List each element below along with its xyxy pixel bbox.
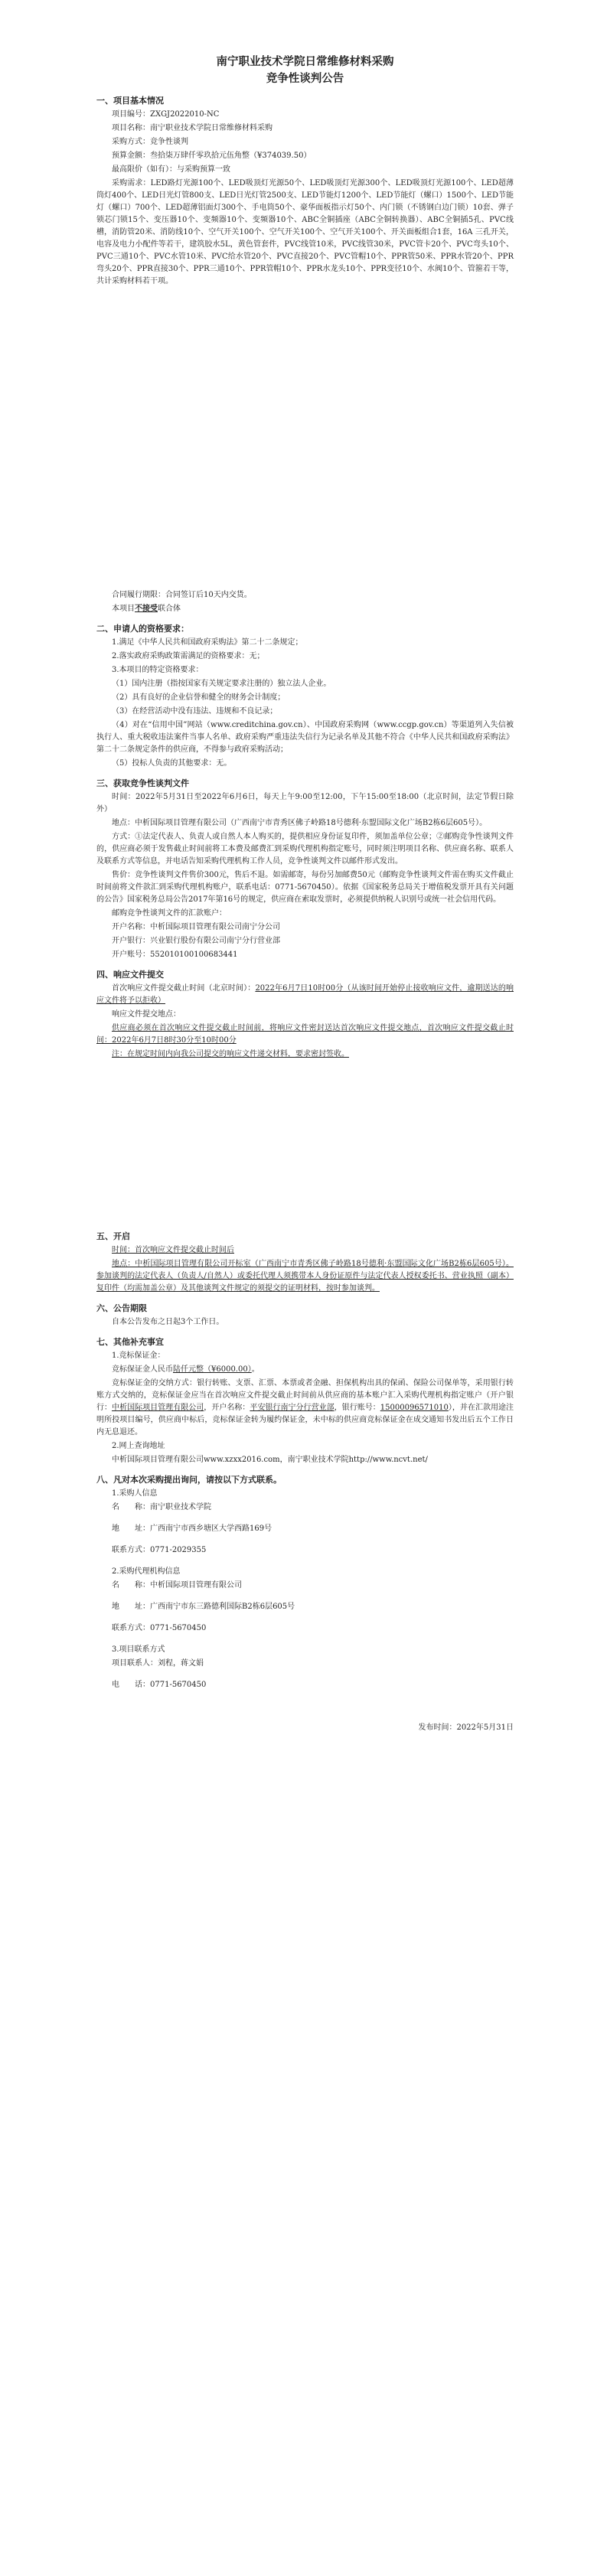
procurement-demand: 采购需求：LED路灯光源100个、LED吸顶灯光源50个、LED吸顶灯光源300个、LED吸顶灯光源100个、LED超薄筒灯400个、LED日光灯管800支、LED日光灯管2500支、LED节能灯1200个、LED节能灯（螺口）1500个、LED节能灯（螺口）700个、LED超薄铝面灯300个、手电筒50个、豪华面板指示灯50个、内门锁（不锈钢白边门锁）10套、弹子锁芯门锁15个、变压器10个、变频器10个、变频器10个、ABC全铜插座（ABC全铜转换器）、ABC全铜插5孔、PVC线槽，消防管20米、消防线10个、空气开关100个、空气开关100个、空气开关100个、开关面板组合1套，16A 三孔开关，电容及电力小配件等若干，建筑胶水5L，黄色管套件，PVC线管10米，PVC线管30米，PVC管卡20个、PVC弯头10个、PVC三通10个、PVC水管10米、PVC给水管20个、PVC直接20个、PVC管帽10个、PPR管50米、PPR水管20个、PPR弯头20个、PPR直接30个、PPR三通10个、PPR管帽10个、PPR水龙头10个、PPR变径10个、水阀10个、管箍若干等，共计采购材料若干项。 [96, 179, 514, 285]
buyer-heading: 1.采购人信息 [112, 1489, 158, 1498]
qual-item: 1.满足《中华人民共和国政府采购法》第二十二条规定； [112, 638, 303, 647]
doc-subtitle: 竞争性谈判公告 [266, 72, 344, 85]
agent-name: 名 称：中析国际项目管理有限公司 [112, 1581, 242, 1590]
buyer-name: 名 称：南宁职业技术学院 [112, 1503, 211, 1511]
procurement-method: 采购方式：竞争性谈判 [112, 138, 188, 146]
buyer-address: 地 址：广西南宁市西乡塘区大学西路169号 [112, 1524, 272, 1533]
submission-place-label: 响应文件提交地点： [112, 1010, 181, 1019]
submission-deadline [96, 983, 514, 1007]
deadline-value: 2022年6月7日10时00分（从该时间开始停止接收响应文件，逾期送达的响应文件将予以拒收） [96, 984, 514, 1005]
section-4-heading: 四、响应文件提交 [96, 970, 164, 980]
deposit-account-number: 15000096571010 [380, 1404, 449, 1412]
qual-item: （1）国内注册（指按国家有关规定要求注册的）独立法人企业。 [112, 680, 331, 688]
qual-item: （4）对在“信用中国”网站（www.creditchina.gov.cn）、中国政府采购网（www.ccgp.gov.cn）等渠道列入失信被执行人、重大税收违法案件当事人名单、政府采购严重违法失信行为记录名单及其他不符合《中华人民共和国政府采购法》第二十二条规定条件的供应商，不得参与政府采购活动； [96, 721, 514, 754]
section-3-heading: 三、获取竞争性谈判文件 [96, 778, 189, 788]
qual-item: （3）在经营活动中没有违法、违规和不良记录； [112, 707, 278, 716]
deposit-account-name: 平安银行南宁分行营业部 [250, 1404, 335, 1412]
contact-name: 项目联系人：刘程，蒋文娟 [112, 1659, 204, 1668]
obtain-place: 地点：中析国际项目管理有限公司（广西南宁市青秀区佛子岭路18号德利·东盟国际文化广场B2栋6层605号）。 [112, 819, 488, 827]
obtain-way: 方式：①法定代表人、负责人或自然人本人购买的，提供相应身份证复印件，须加盖单位公章；②邮购竞争性谈判文件的，供应商必须于发售截止时间前将工本费及邮费汇到采购代理机构指定账号，同时须注明项目名称、供应商名称、联系人及联系方式等信息，并电话告知采购代理机构工作人员，竞争性谈判文件以邮件形式发出。 [96, 833, 514, 866]
deposit-method [96, 1378, 514, 1439]
mail-intro: 邮购竞争性谈判文件的汇款账户： [112, 909, 227, 918]
opening-place: 地点：中析国际项目管理有限公司开标室（广西南宁市青秀区佛子岭路18号德利·东盟国际文化广场B2栋6层605号）。参加谈判的法定代表人（负责人/自然人）或委托代理人须携带本人身份证原件与法定代表人授权委托书、营业执照（副本）复印件（均需加盖公章）及其他谈判文件规定的须提交的证明材料，按时参加谈判。 [96, 1260, 514, 1293]
blank-space [96, 289, 514, 588]
deposit-mid: ，开户名称： [204, 1404, 250, 1412]
qual-item: （2）具有良好的企业信誉和健全的财务会计制度； [112, 693, 286, 702]
document-body [96, 54, 514, 1734]
account-name: 开户名称：中析国际项目管理有限公司南宁分公司 [112, 923, 280, 931]
doc-title: 南宁职业技术学院日常维修材料采购 [216, 55, 394, 68]
buyer-phone: 联系方式：0771-2029355 [112, 1546, 207, 1554]
section-1-heading: 一、项目基本情况 [96, 96, 164, 106]
deposit-acc-label: ，银行账号： [334, 1404, 380, 1412]
obtain-time: 时间：2022年5月31日至2022年6月6日，每天上午9:00至12:00，下午15:00至18:00（北京时间，法定节假日除外） [96, 793, 514, 814]
deposit-tail: ），并在汇款用途注明所投项目编号，供应商中标后，竞标保证金转为履约保证金，未中标的供应商竞标保证金在成交通知书发出后五个工作日内无息退还。 [96, 1404, 514, 1436]
publish-date: 发布时间：2022年5月31日 [418, 1723, 514, 1732]
deposit-value: 陆仟元整（¥6000.00） [173, 1365, 252, 1374]
max-limit: 最高限价（如有）：与采购预算一致 [112, 165, 230, 174]
deposit-method-text: 竞标保证金的交纳方式：银行转账、支票、汇票、本票或者金融、担保机构出具的保函、保险公司保单等，采用银行转账方式交纳的，竞标保证金应当在首次响应文件提交截止时间前从供应商的基本账户汇入采购代理机构指定账户（开户银行： [96, 1379, 514, 1412]
section-8-heading: 八、凡对本次采购提出询问，请按以下方式联系。 [96, 1475, 282, 1485]
deadline-label: 首次响应文件提交截止时间（北京时间）： [112, 984, 256, 993]
online-query-label: 2.网上查询地址 [112, 1442, 165, 1450]
contact-phone: 电 话：0771-5670450 [112, 1681, 207, 1689]
budget-amount: 预算金额：叁拾柒万肆仟零玖拾元伍角整（¥374039.50） [112, 152, 312, 160]
deposit-bank: 中析国际项目管理有限公司 [112, 1404, 204, 1412]
section-7-heading: 七、其他补充事宜 [96, 1337, 164, 1347]
joint-bold: 不接受 [135, 605, 158, 613]
agent-address: 地 址：广西南宁市东三路德利国际B2栋6层605号 [112, 1603, 295, 1611]
qual-item: 3.本项目的特定资格要求： [112, 666, 204, 674]
account-number: 开户账号：552010100100683441 [112, 951, 238, 959]
contact-heading: 3.项目联系方式 [112, 1645, 165, 1654]
deposit-prefix: 竞标保证金人民币 [112, 1365, 173, 1374]
qual-item: （5）投标人负责的其他要求：无。 [112, 759, 232, 768]
document-price: 售价：竞争性谈判文件售价300元，售后不退。如需邮寄，每份另加邮费50元（邮购竞争性谈判文件需在购买文件截止时间前将文件款汇到采购代理机构账户，联系电话：0771-5670450）。依据《国家税务总局关于增值税发票开具有关问题的公告》国家税务总局公告2017年第16号的规定，供应商在索取发票时，必须提供纳税人识别号或统一社会信用代码。 [96, 871, 514, 904]
qual-item: 2.落实政府采购政策需满足的资格要求：无； [112, 652, 265, 660]
online-query-links[interactable]: 中析国际项目管理有限公司www.xzxx2016.com，南宁职业技术学院http://www.ncvt.net/ [112, 1456, 428, 1464]
project-number: 项目编号：ZXGJ2022010-NC [112, 110, 220, 119]
notice-period: 自本公告发布之日起3个工作日。 [112, 1318, 224, 1326]
opening-time: 时间：首次响应文件提交截止时间后 [112, 1246, 234, 1254]
blank-space [96, 1062, 514, 1223]
joint-venture-note [96, 603, 514, 615]
contract-term: 合同履行期限：合同签订后10天内交货。 [112, 591, 252, 599]
deposit-suffix: 。 [251, 1365, 259, 1374]
agent-phone: 联系方式：0771-5670450 [112, 1624, 207, 1632]
project-name: 项目名称：南宁职业技术学院日常维修材料采购 [112, 124, 272, 132]
section-6-heading: 六、公告期限 [96, 1303, 147, 1313]
joint-prefix: 本项目 [112, 605, 135, 613]
section-2-heading: 二、申请人的资格要求： [96, 624, 189, 634]
section-5-heading: 五、开启 [96, 1231, 130, 1241]
joint-suffix: 联合体 [158, 605, 181, 613]
deposit-amount [96, 1364, 514, 1376]
deposit-label: 1.竞标保证金： [112, 1352, 165, 1360]
agent-heading: 2.采购代理机构信息 [112, 1567, 181, 1576]
submission-place: 供应商必须在首次响应文件提交截止时间前，将响应文件密封送达首次响应文件提交地点，首次响应文件提交截止时间：2022年6月7日8时30分至10时00分 [96, 1024, 514, 1045]
submission-note: 注：在规定时间内向我公司提交的响应文件递交材料，要求密封签收。 [112, 1050, 349, 1058]
account-bank: 开户银行：兴业银行股份有限公司南宁分行营业部 [112, 937, 280, 945]
